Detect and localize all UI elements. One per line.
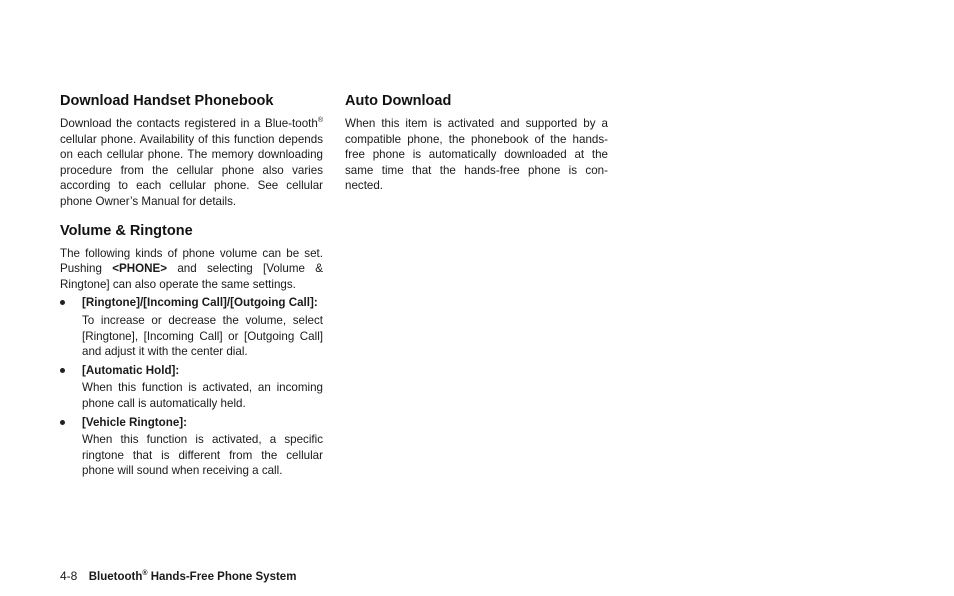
volume-options-list	[60, 295, 323, 479]
registered-mark: ®	[317, 117, 323, 125]
option-term: [Automatic Hold]:	[82, 363, 180, 377]
chapter-title	[89, 571, 297, 583]
bullet-icon	[60, 300, 65, 305]
chapter-title-pre: Bluetooth	[88, 571, 143, 583]
list-item	[60, 415, 323, 479]
option-description: To increase or decrease the volume, select [Ringtone], [Incoming Call] or [Outgoing Call] and adjust it with the center dial.	[82, 313, 323, 359]
list-item	[60, 295, 323, 359]
page-number: 4-8	[60, 569, 78, 583]
auto-download-body: When this item is activated and supported by a compatible phone, the phonebook of the hands-free phone is automatically downloaded at the same time that the hands-free phone is con-nected.	[345, 117, 608, 193]
download-phonebook-heading: Download Handset Phonebook	[60, 93, 274, 109]
auto-download-heading: Auto Download	[345, 93, 452, 109]
option-term: [Vehicle Ringtone]:	[82, 415, 187, 429]
option-description: When this function is activated, a specific ringtone that is different from the cellular phone will sound when receiving a call.	[82, 433, 323, 478]
left-column	[60, 92, 323, 491]
phone-button-label: <PHONE>	[112, 262, 167, 276]
volume-intro-pre: The following kinds of phone volume can be set. Pushing	[60, 246, 323, 276]
download-phonebook-body	[60, 116, 323, 210]
volume-ringtone-heading: Volume & Ringtone	[60, 222, 193, 239]
bullet-icon	[60, 420, 65, 425]
page-footer	[60, 568, 296, 585]
download-body-post: cellular phone. Availability of this function depends on each cellular phone. The memory downloading procedure from the cellular phone also varies according to each cellular phone. See cellular phone Owner’s Manual for details.	[60, 132, 323, 208]
right-column	[345, 92, 608, 206]
volume-ringtone-intro	[60, 246, 323, 293]
volume-ringtone-section	[60, 222, 323, 479]
registered-mark: ®	[142, 570, 148, 578]
option-description: When this function is activated, an incoming phone call is automatically held.	[82, 381, 323, 410]
chapter-title-post: Hands-Free Phone System	[147, 571, 297, 583]
bullet-icon	[60, 368, 65, 373]
option-term: [Ringtone]/[Incoming Call]/[Outgoing Call]:	[82, 296, 318, 310]
volume-intro-post: and selecting [Volume & Ringtone] can also operate the same settings.	[60, 262, 323, 291]
download-phonebook-section	[60, 92, 323, 210]
download-body-pre: Download the contacts registered in a Blue-tooth	[60, 117, 318, 130]
list-item	[60, 363, 323, 412]
auto-download-section	[345, 92, 608, 194]
